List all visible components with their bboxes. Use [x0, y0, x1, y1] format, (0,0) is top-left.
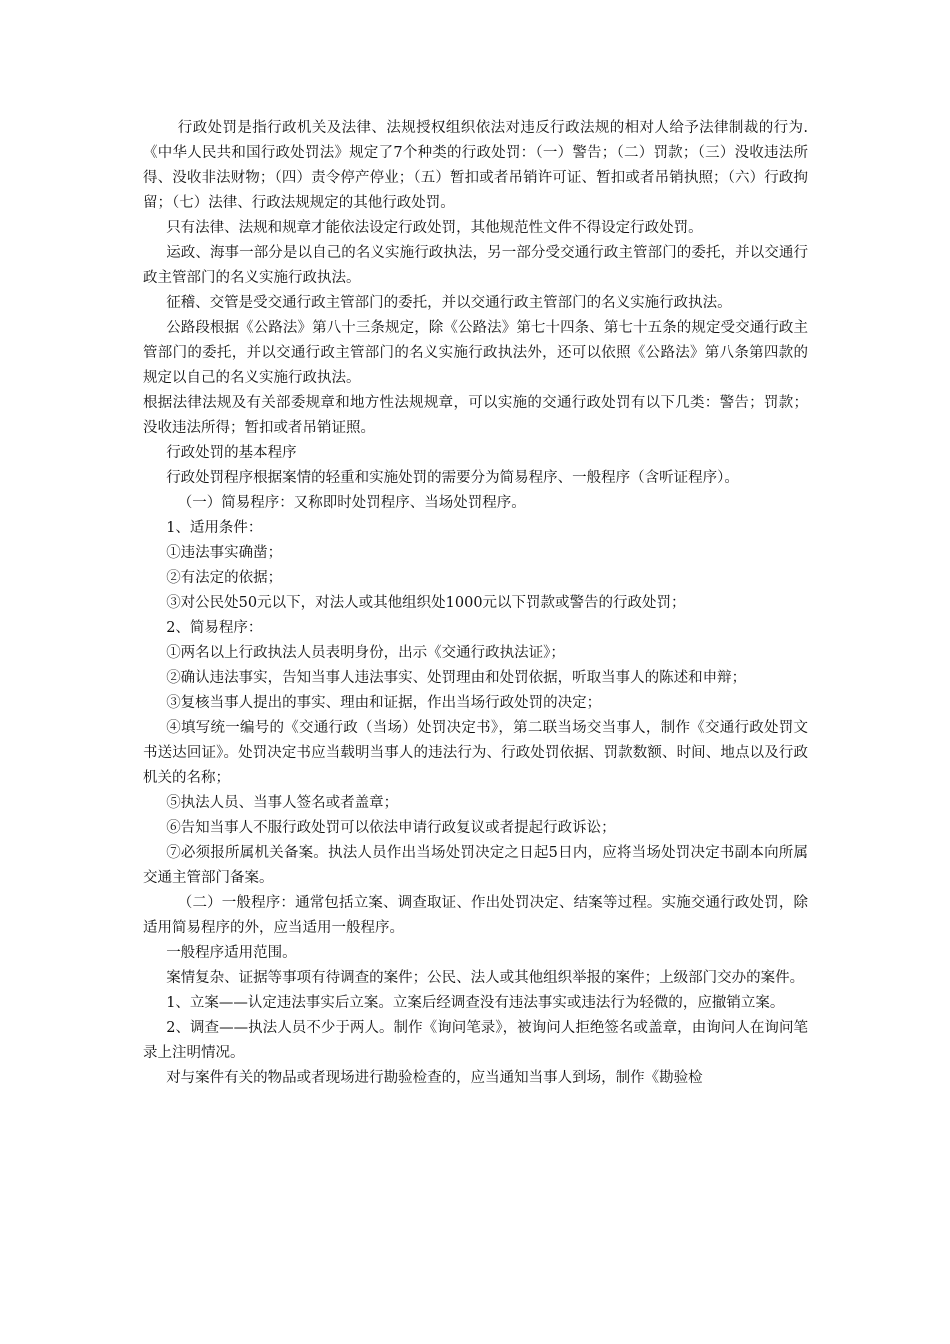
- heading-applicable-conditions: 1、适用条件：: [166, 520, 263, 536]
- heading-simple-procedure: （一）简易程序：又称即时处罚程序、当场处罚程序。: [177, 495, 526, 511]
- paragraph-highway-section: 公路段根据《公路法》第八十三条规定，除《公路法》第七十四条、第七十五条的规定受交通行政主管部门的委托，并以交通行政主管部门的名义实施行政执法外，还可以依照《公路法》第八条第四款的规定以自己的名义实施行政执法。: [143, 320, 808, 386]
- paragraph-filing: 1、立案——认定违法事实后立案。立案后经调查没有违法事实或违法行为轻微的，应撤销立案。: [166, 995, 785, 1011]
- paragraph-penalty-types: 根据法律法规及有关部委规章和地方性法规规章，可以实施的交通行政处罚有以下几类：警告；罚款；没收违法所得；暂扣或者吊销证照。: [143, 395, 808, 436]
- list-item-step-4: ④填写统一编号的《交通行政（当场）处罚决定书》，第二联当场交当事人，制作《交通行政处罚文书送达回证》。处罚决定书应当载明当事人的违法行为、行政处罚依据、罚款数额、时间、地点以及行政机关的名称；: [143, 720, 808, 786]
- list-item-condition-3: ③对公民处50元以下，对法人或其他组织处1000元以下罚款或警告的行政处罚；: [166, 595, 686, 611]
- heading-simple-steps: 2、简易程序：: [166, 620, 263, 636]
- list-item-condition-2: ②有法定的依据；: [166, 570, 283, 586]
- paragraph-transport-maritime: 运政、海事一部分是以自己的名义实施行政执法，另一部分受交通行政主管部门的委托，并以交通行政主管部门的名义实施行政执法。: [143, 245, 808, 286]
- heading-general-procedure: （二）一般程序：通常包括立案、调查取证、作出处罚决定、结案等过程。实施交通行政处罚，除适用简易程序的外，应当适用一般程序。: [143, 895, 808, 936]
- list-item-step-3: ③复核当事人提出的事实、理由和证据，作出当场行政处罚的决定；: [166, 695, 602, 711]
- paragraph-investigation: 2、调查——执法人员不少于两人。制作《询问笔录》，被询问人拒绝签名或盖章，由询问人在询问笔录上注明情况。: [143, 1020, 808, 1061]
- list-item-condition-1: ①违法事实确凿；: [166, 545, 283, 561]
- paragraph-procedure-types: 行政处罚程序根据案情的轻重和实施处罚的需要分为简易程序、一般程序（含听证程序）。: [166, 470, 739, 486]
- section-heading-basic-procedure: 行政处罚的基本程序: [166, 445, 297, 461]
- paragraph-levy-traffic: 征稽、交管是受交通行政主管部门的委托，并以交通行政主管部门的名义实施行政执法。: [166, 295, 732, 311]
- paragraph-general-scope: 案情复杂、证据等事项有待调查的案件；公民、法人或其他组织举报的案件；上级部门交办的案件。: [166, 970, 805, 986]
- paragraph-setting-authority: 只有法律、法规和规章才能依法设定行政处罚，其他规范性文件不得设定行政处罚。: [166, 220, 703, 236]
- list-item-step-7: ⑦必须报所属机关备案。执法人员作出当场处罚决定之日起5日内，应将当场处罚决定书副本向所属交通主管部门备案。: [143, 845, 808, 886]
- document-body: [143, 116, 808, 1091]
- list-item-step-1: ①两名以上行政执法人员表明身份，出示《交通行政执法证》；: [166, 645, 565, 661]
- list-item-step-5: ⑤执法人员、当事人签名或者盖章；: [166, 795, 399, 811]
- paragraph-definition: 行政处罚是指行政机关及法律、法规授权组织依法对违反行政法规的相对人给予法律制裁的行为.《中华人民共和国行政处罚法》规定了7个种类的行政处罚：（一）警告；（二）罚款；（三）没收违法所得、没收非法财物；（四）责令停产停业；（五）暂扣或者吊销许可证、暂扣或者吊销执照；（六）行政拘留；（七）法律、行政法规规定的其他行政处罚。: [143, 120, 808, 211]
- heading-general-scope: 一般程序适用范围。: [166, 945, 297, 961]
- list-item-step-2: ②确认违法事实，告知当事人违法事实、处罚理由和处罚依据，听取当事人的陈述和申辩；: [166, 670, 747, 686]
- paragraph-inspection: 对与案件有关的物品或者现场进行勘验检查的，应当通知当事人到场，制作《勘验检: [166, 1070, 703, 1086]
- list-item-step-6: ⑥告知当事人不服行政处罚可以依法申请行政复议或者提起行政诉讼；: [166, 820, 616, 836]
